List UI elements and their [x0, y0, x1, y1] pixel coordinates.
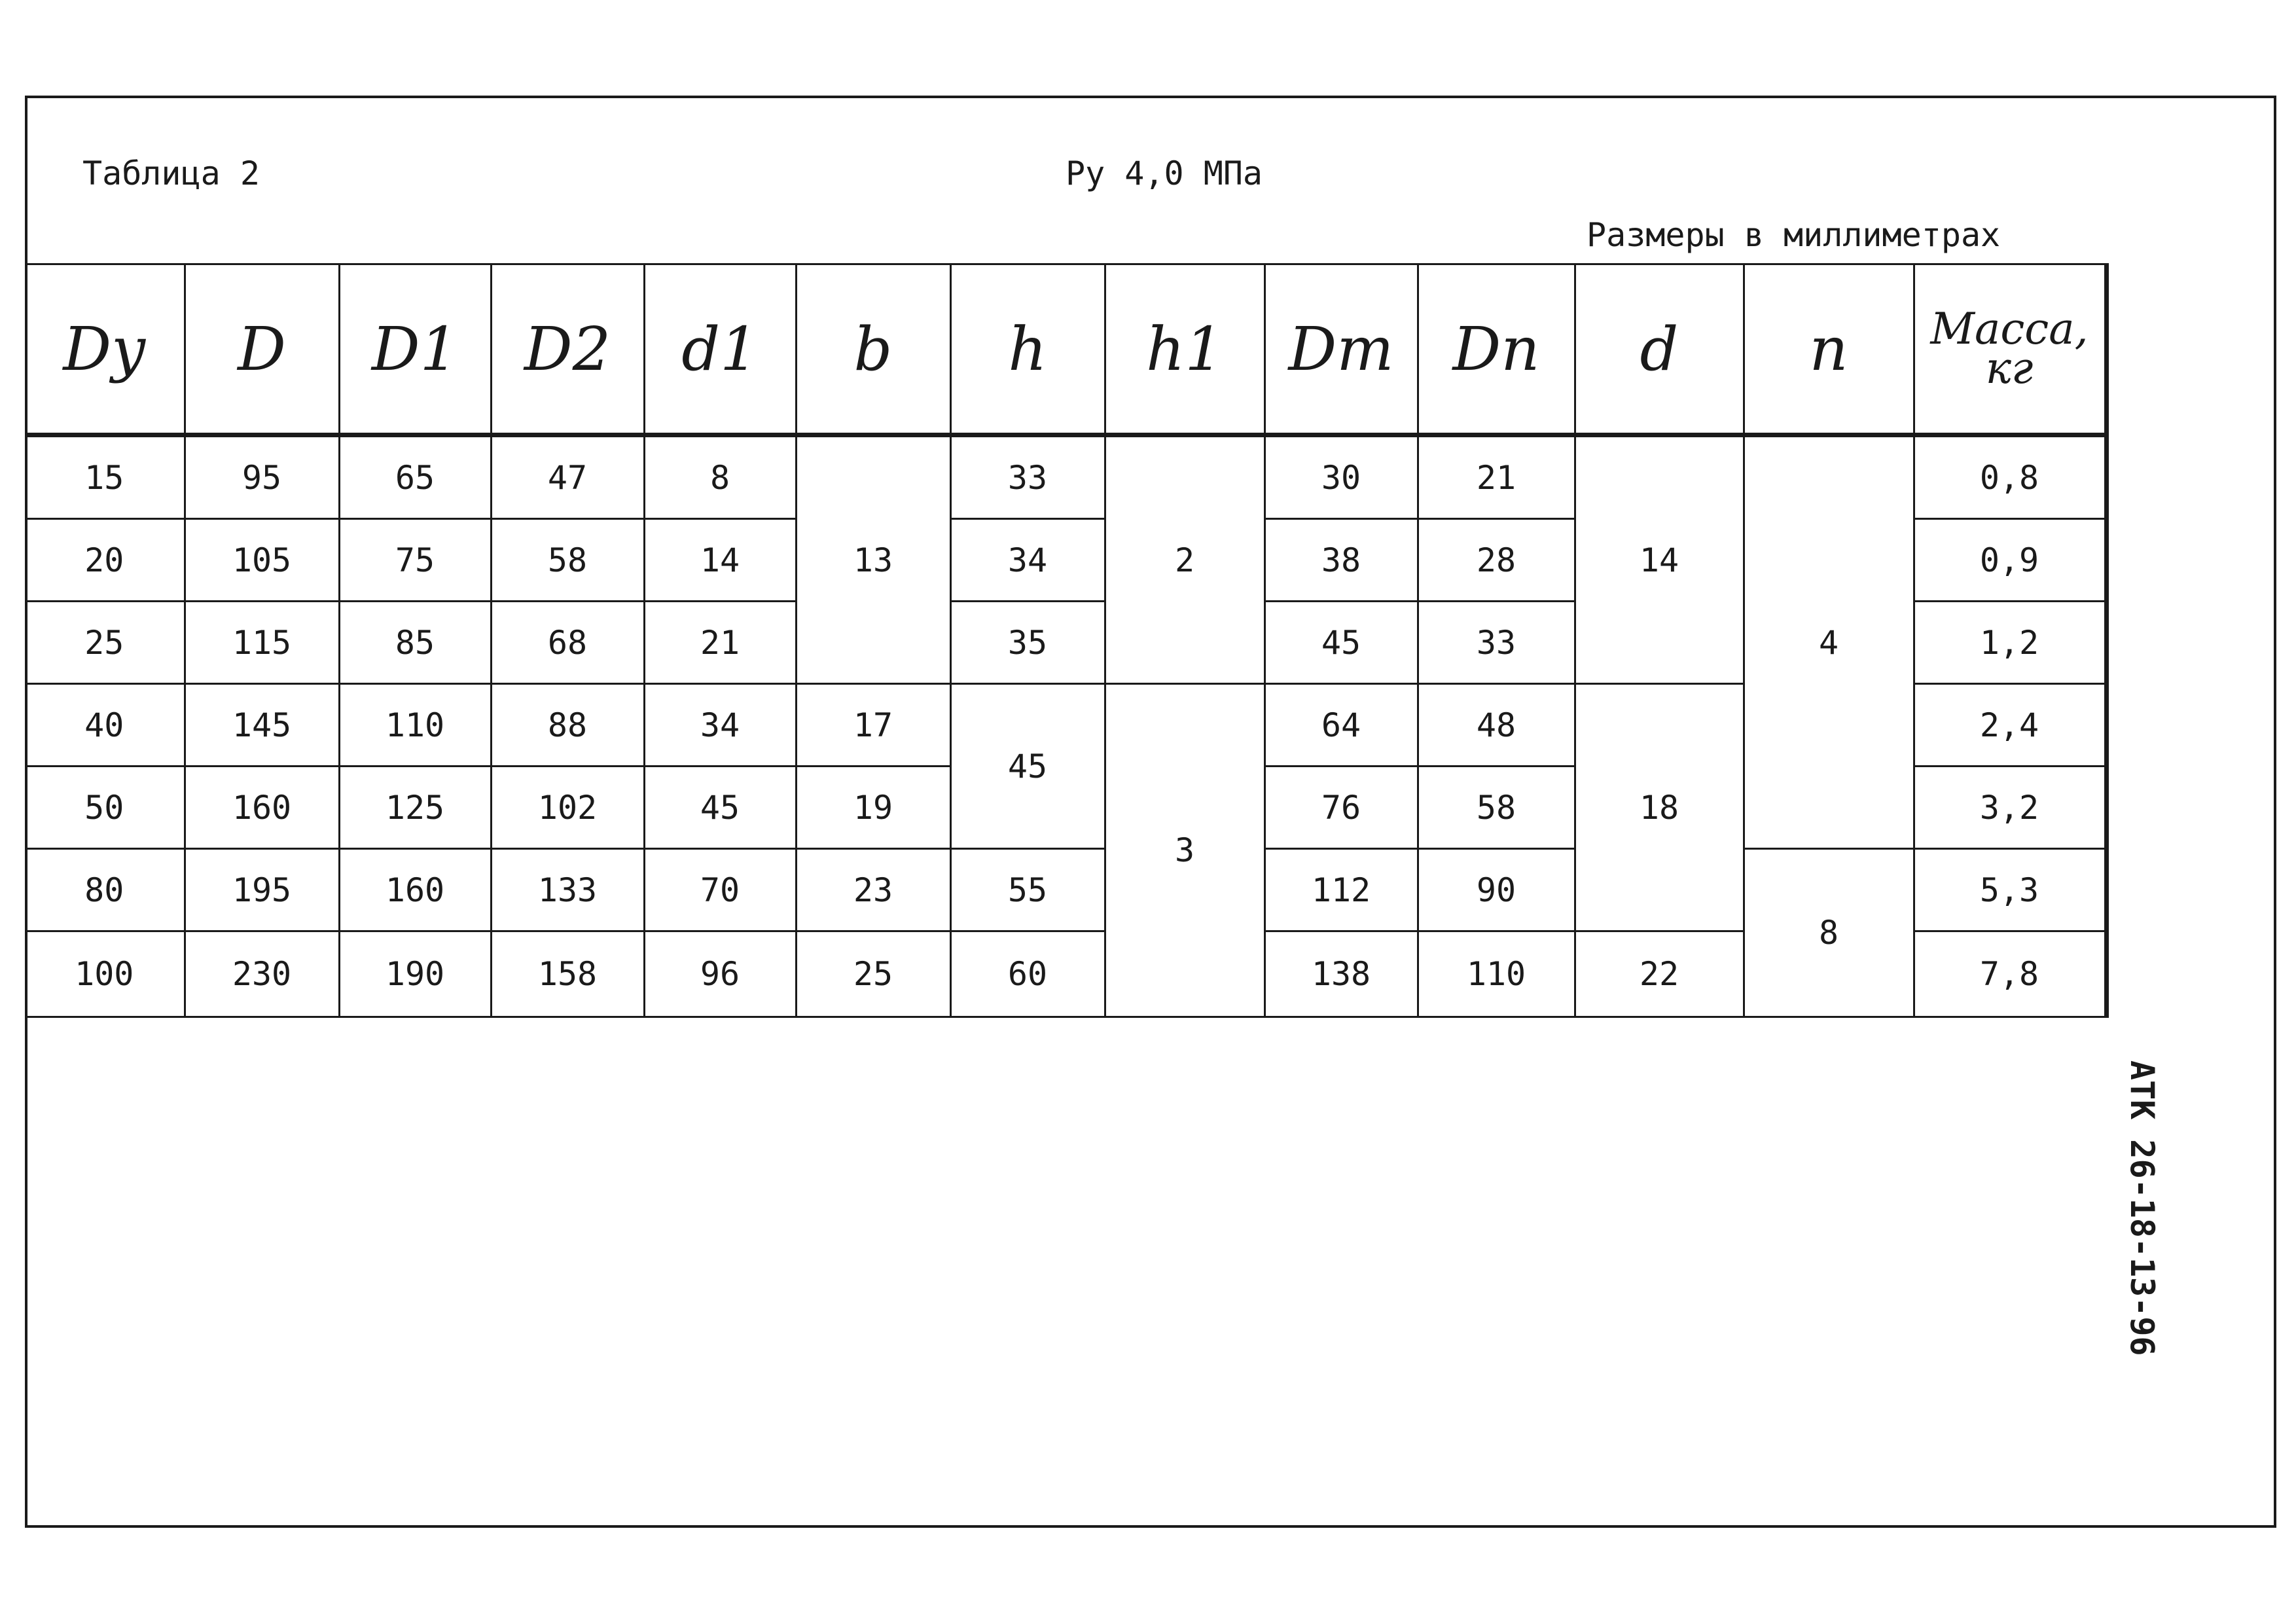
- cell-d-hole: 22: [1575, 931, 1744, 1017]
- header-d1: D1: [339, 264, 491, 435]
- cell-h1: 2: [1105, 435, 1265, 684]
- cell-dn: 58: [1418, 767, 1575, 849]
- header-h: h: [950, 264, 1105, 435]
- cell-mass: 0,8: [1914, 435, 2106, 519]
- cell-d: 145: [185, 684, 339, 767]
- cell-d-hole: 14: [1575, 435, 1744, 684]
- header-n: n: [1744, 264, 1914, 435]
- cell-h: 35: [950, 602, 1105, 684]
- cell-dn: 110: [1418, 931, 1575, 1017]
- cell-n: 8: [1744, 849, 1914, 1017]
- cell-d1-bore: 96: [644, 931, 796, 1017]
- header-d2: D2: [491, 264, 644, 435]
- cell-d1: 85: [339, 602, 491, 684]
- cell-d2: 102: [491, 767, 644, 849]
- table-title: Таблица 2: [82, 154, 260, 192]
- cell-b: 25: [796, 931, 950, 1017]
- cell-d2: 58: [491, 519, 644, 602]
- header-d-hole: d: [1575, 264, 1744, 435]
- pressure-rating: Ру 4,0 МПа: [1066, 154, 1263, 192]
- cell-d1-bore: 8: [644, 435, 796, 519]
- cell-mass: 2,4: [1914, 684, 2106, 767]
- cell-mass: 7,8: [1914, 931, 2106, 1017]
- cell-d2: 68: [491, 602, 644, 684]
- cell-d1-bore: 14: [644, 519, 796, 602]
- cell-dm: 76: [1265, 767, 1418, 849]
- cell-dn: 48: [1418, 684, 1575, 767]
- cell-mass: 3,2: [1914, 767, 2106, 849]
- cell-d1-bore: 70: [644, 849, 796, 931]
- cell-d2: 88: [491, 684, 644, 767]
- cell-mass: 1,2: [1914, 602, 2106, 684]
- cell-d1-bore: 34: [644, 684, 796, 767]
- cell-b: 13: [796, 435, 950, 684]
- cell-n: 4: [1744, 435, 1914, 849]
- cell-dn: 21: [1418, 435, 1575, 519]
- cell-dy: 15: [25, 435, 185, 519]
- cell-dm: 45: [1265, 602, 1418, 684]
- cell-b: 17: [796, 684, 950, 767]
- cell-d1: 110: [339, 684, 491, 767]
- cell-dm: 64: [1265, 684, 1418, 767]
- cell-d: 115: [185, 602, 339, 684]
- cell-b: 23: [796, 849, 950, 931]
- cell-d: 230: [185, 931, 339, 1017]
- cell-d2: 47: [491, 435, 644, 519]
- header-d-outer: D: [185, 264, 339, 435]
- cell-dy: 80: [25, 849, 185, 931]
- cell-mass: 0,9: [1914, 519, 2106, 602]
- cell-d2: 133: [491, 849, 644, 931]
- cell-dy: 100: [25, 931, 185, 1017]
- header-dn: Dn: [1418, 264, 1575, 435]
- cell-d1: 125: [339, 767, 491, 849]
- header-dm: Dm: [1265, 264, 1418, 435]
- cell-d: 160: [185, 767, 339, 849]
- table-header-row: [25, 264, 2106, 435]
- cell-mass: 5,3: [1914, 849, 2106, 931]
- cell-d1: 160: [339, 849, 491, 931]
- cell-d1: 65: [339, 435, 491, 519]
- cell-h: 34: [950, 519, 1105, 602]
- units-note: Размеры в миллиметрах: [1587, 216, 2001, 254]
- cell-dn: 33: [1418, 602, 1575, 684]
- cell-h: 33: [950, 435, 1105, 519]
- dimensions-table: [25, 263, 2109, 1018]
- header-b: b: [796, 264, 950, 435]
- cell-dn: 90: [1418, 849, 1575, 931]
- cell-dy: 50: [25, 767, 185, 849]
- header-dy: Dy: [25, 264, 185, 435]
- cell-d2: 158: [491, 931, 644, 1017]
- cell-dm: 38: [1265, 519, 1418, 602]
- cell-dm: 112: [1265, 849, 1418, 931]
- cell-d1-bore: 45: [644, 767, 796, 849]
- cell-d: 95: [185, 435, 339, 519]
- cell-d-hole: 18: [1575, 684, 1744, 931]
- cell-d1: 75: [339, 519, 491, 602]
- cell-dn: 28: [1418, 519, 1575, 602]
- cell-dm: 30: [1265, 435, 1418, 519]
- cell-dy: 25: [25, 602, 185, 684]
- cell-h: 55: [950, 849, 1105, 931]
- cell-d1-bore: 21: [644, 602, 796, 684]
- cell-d: 195: [185, 849, 339, 931]
- cell-d: 105: [185, 519, 339, 602]
- table-row: [25, 849, 2106, 931]
- cell-dy: 40: [25, 684, 185, 767]
- header-h1: h1: [1105, 264, 1265, 435]
- cell-d1: 190: [339, 931, 491, 1017]
- table-row: [25, 435, 2106, 519]
- cell-h: 45: [950, 684, 1105, 849]
- cell-h: 60: [950, 931, 1105, 1017]
- cell-b: 19: [796, 767, 950, 849]
- cell-h1: 3: [1105, 684, 1265, 1017]
- header-mass: Масса, кг: [1914, 264, 2106, 435]
- cell-dm: 138: [1265, 931, 1418, 1017]
- document-code: АТК 26-18-13-96: [2123, 1060, 2161, 1356]
- cell-dy: 20: [25, 519, 185, 602]
- header-d1-bore: d1: [644, 264, 796, 435]
